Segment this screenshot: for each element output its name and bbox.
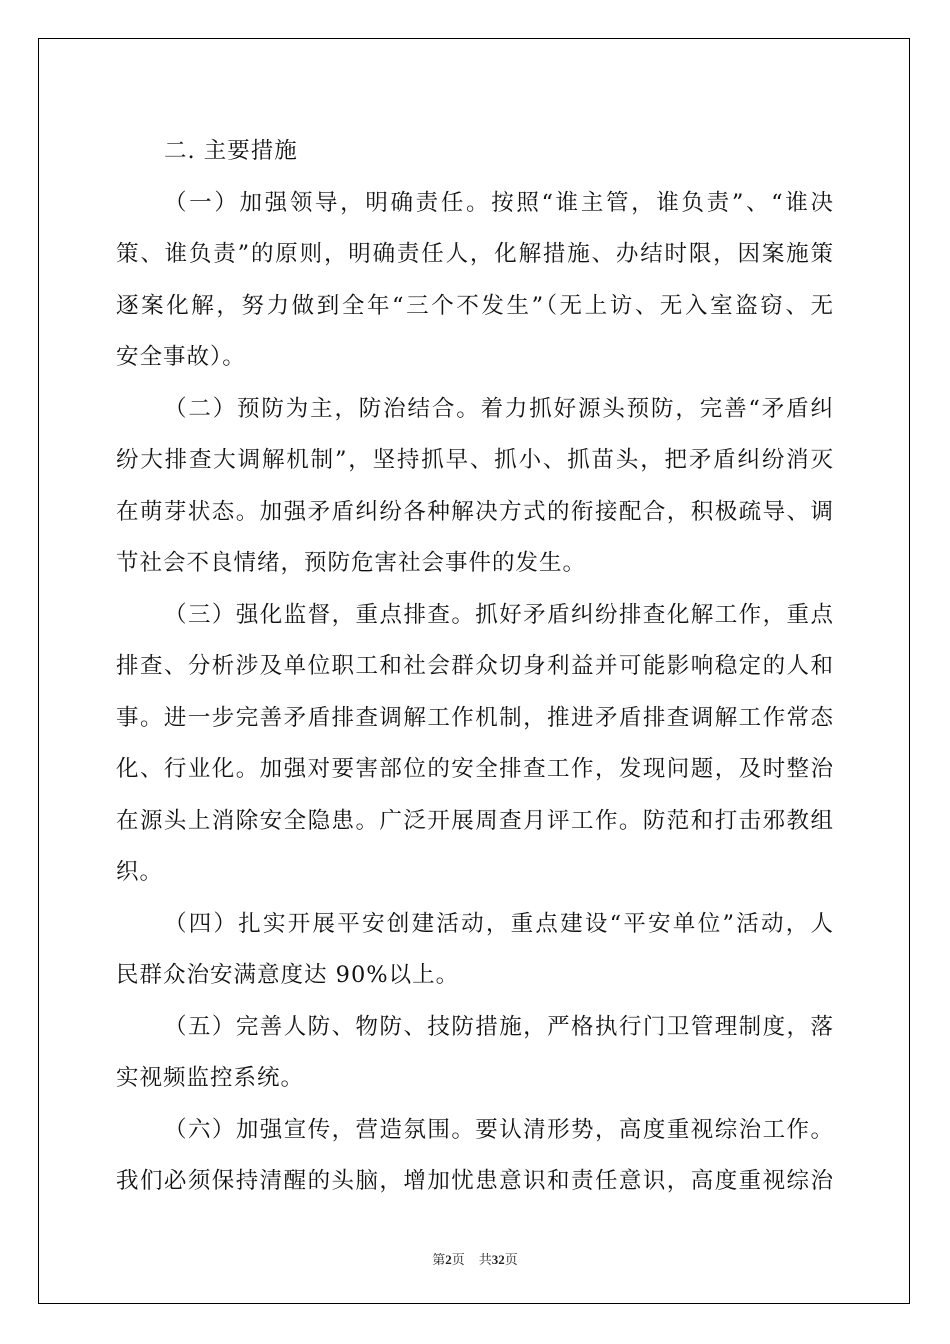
text-line: 民群众治安满意度达 90%以上。 bbox=[116, 962, 460, 988]
text-line: 在萌芽状态。加强矛盾纠纷各种解决方式的衔接配合，积极疏导、调 bbox=[116, 498, 834, 525]
total-pages: 32 bbox=[491, 1252, 505, 1267]
paragraph-4 bbox=[116, 899, 834, 1002]
text-line: （五）完善人防、物防、技防措施，严格执行门卫管理制度，落 bbox=[164, 1013, 834, 1040]
paragraph-6 bbox=[116, 1105, 834, 1208]
paragraph-2 bbox=[116, 384, 834, 590]
page-footer bbox=[0, 1249, 950, 1268]
text-line: （二）预防为主，防治结合。着力抓好源头预防，完善“矛盾纠 bbox=[164, 395, 834, 422]
text-line: （一）加强领导，明确责任。按照“谁主管，谁负责”、“谁决 bbox=[164, 189, 834, 216]
total-suffix: 页 bbox=[504, 1253, 518, 1268]
page-prefix: 第 bbox=[432, 1253, 446, 1268]
text-line: 逐案化解，努力做到全年“三个不发生”（无上访、无入室盗窃、无 bbox=[116, 292, 834, 319]
text-line: （四）扎实开展平安创建活动，重点建设“平安单位”活动，人 bbox=[164, 910, 834, 937]
text-line: 织。 bbox=[116, 859, 164, 885]
text-line: 安全事故）。 bbox=[116, 344, 246, 370]
text-line: （六）加强宣传，营造氛围。要认清形势，高度重视综治工作。 bbox=[164, 1116, 834, 1143]
text-line: （三）强化监督，重点排查。抓好矛盾纠纷排查化解工作，重点 bbox=[164, 601, 834, 628]
text-line: 排查、分析涉及单位职工和社会群众切身利益并可能影响稳定的人和 bbox=[116, 653, 834, 679]
text-line: 节社会不良情绪，预防危害社会事件的发生。 bbox=[116, 550, 587, 576]
text-line: 策、谁负责”的原则，明确责任人，化解措施、办结时限，因案施策 bbox=[116, 241, 834, 267]
text-line: 化、行业化。加强对要害部位的安全排查工作，发现问题，及时整治 bbox=[116, 756, 834, 782]
text-line: 在源头上消除安全隐患。广泛开展周查月评工作。防范和打击邪教组 bbox=[116, 807, 834, 834]
page-number: 2 bbox=[445, 1252, 452, 1267]
total-prefix: 共 bbox=[478, 1253, 492, 1268]
text-line: 我们必须保持清醒的头脑，增加忧患意识和责任意识，高度重视综治 bbox=[116, 1168, 834, 1194]
section-heading: 二. 主要措施 bbox=[164, 138, 298, 164]
document-body bbox=[116, 126, 834, 1208]
paragraph-3 bbox=[116, 590, 834, 899]
text-line: 纷大排查大调解机制”，坚持抓早、抓小、抓苗头，把矛盾纠纷消灭 bbox=[116, 447, 834, 473]
paragraph-5 bbox=[116, 1002, 834, 1105]
paragraph-1 bbox=[116, 178, 834, 384]
page-suffix: 页 bbox=[451, 1253, 465, 1268]
text-line: 事。进一步完善矛盾排查调解工作机制，推进矛盾排查调解工作常态 bbox=[116, 704, 834, 731]
text-line: 实视频监控系统。 bbox=[116, 1065, 305, 1091]
